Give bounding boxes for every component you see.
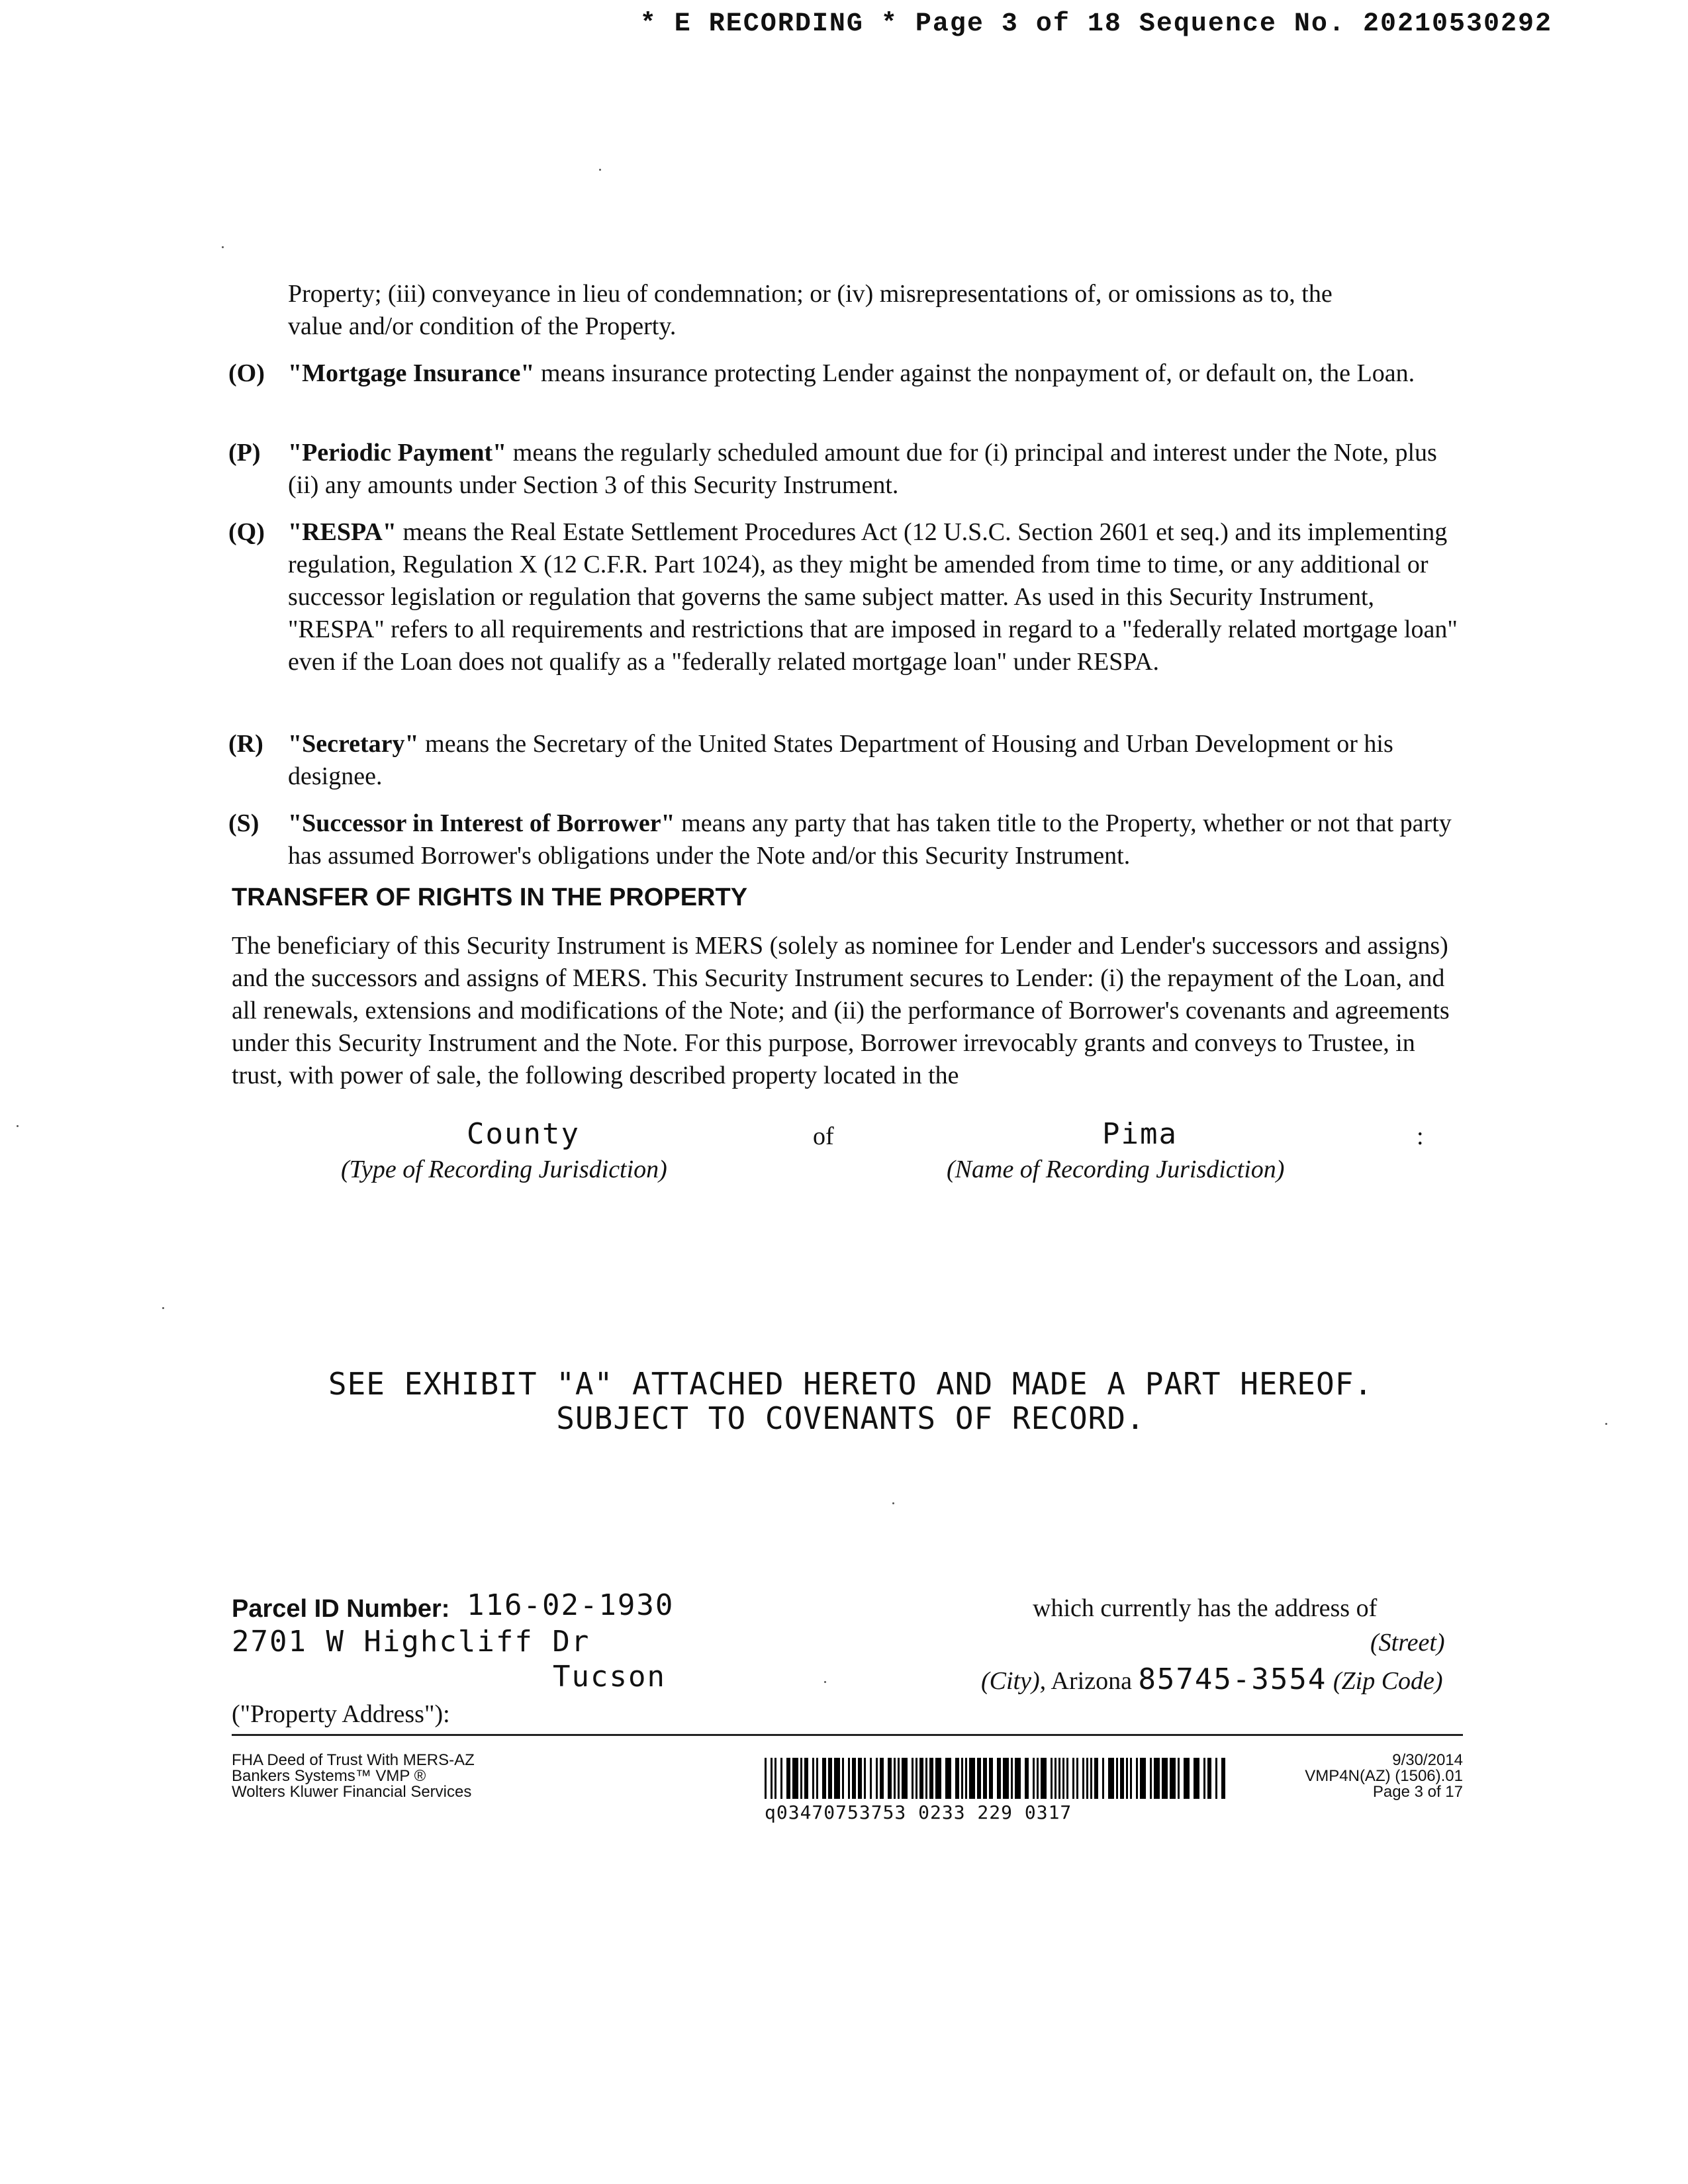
barcode-bar [858,1758,862,1799]
city-caption: (City), [981,1667,1047,1695]
form-title: FHA Deed of Trust With MERS-AZ [232,1751,475,1769]
barcode-number: q03470753753 0233 229 0317 [765,1801,1072,1823]
barcode-bar [888,1758,892,1799]
barcode-bar [1011,1758,1013,1799]
barcode-bar [997,1758,1001,1799]
footer-left [232,1752,475,1800]
barcode-bar [955,1758,959,1799]
barcode-bar [880,1758,884,1799]
street-value: 2701 W Highcliff Dr [232,1625,590,1659]
definition-term: "Successor in Interest of Borrower" [288,809,675,837]
barcode-bar [1154,1758,1160,1799]
definition-q [228,516,1460,715]
zip-caption: (Zip Code) [1333,1667,1443,1695]
barcode-bar [1162,1758,1168,1799]
property-address-label: ("Property Address"): [232,1700,450,1728]
barcode-bar [1116,1758,1118,1799]
barcode-bar [1102,1758,1104,1799]
barcode-bar [1076,1758,1078,1799]
barcode-bar [1003,1758,1009,1799]
parcel-id-label: Parcel ID Number: [232,1595,450,1623]
barcode-bar [929,1758,933,1799]
definition-letter: (Q) [228,518,265,546]
barcode-bar [1033,1758,1035,1799]
barcode-bar [1082,1758,1084,1799]
barcode-bar [902,1758,908,1799]
zip-value: 85745-3554 [1138,1662,1327,1696]
barcode-bar [969,1758,975,1799]
definition-term: "RESPA" [288,518,397,546]
barcode-bar [1037,1758,1039,1799]
barcode-bar [848,1758,850,1799]
definition-r [228,728,1460,794]
barcode-bar [771,1758,773,1799]
definition-letter: (R) [228,730,263,758]
definition-s [228,807,1460,874]
barcode-bar [898,1758,900,1799]
parcel-id-number: 116-02-1930 [467,1588,675,1622]
definition-o [228,357,1460,424]
form-code: VMP4N(AZ) (1506).01 [1305,1767,1463,1785]
transfer-paragraph: The beneficiary of this Security Instrument is MERS (solely as nominee for Lender and Lender's successors and assigns) and the successors and assigns of MERS. This Security Instrument secures to Lender: (i) the repayment of the Loan, and all renewals, extensions and modifications of the Note; and (ii) the performance of Borrower's covenants and agreements under this Security Instrument and the Note. For this purpose, Borrower irrevocably grants and conveys to Trustee, in trust, with power of sale, the following described property located in the [232,932,1450,1089]
barcode-bar [876,1758,878,1799]
barcode-bar [1015,1758,1021,1799]
scan-speck [222,246,224,248]
street-caption: (Street) [1370,1629,1445,1657]
form-date: 9/30/2014 [1392,1751,1463,1769]
barcode-bar [1051,1758,1053,1799]
barcode-bar [786,1758,790,1799]
barcode-bar [822,1758,826,1799]
barcode-bar [864,1758,866,1799]
intro-paragraph [288,278,1466,343]
publisher-company: Wolters Kluwer Financial Services [232,1783,472,1801]
address-intro: which currently has the address of [1033,1594,1378,1622]
barcode-bar [800,1758,802,1799]
definition-term: "Periodic Payment" [288,439,507,467]
barcode-bar [1170,1758,1176,1799]
barcode-bar [961,1758,963,1799]
barcode-bar [834,1758,840,1799]
barcode-bar [1086,1758,1088,1799]
definition-term: "Mortgage Insurance" [288,359,535,387]
barcode-bar [1178,1758,1180,1799]
intro-line-2: value and/or condition of the Property. [288,312,677,340]
barcode-bar [925,1758,927,1799]
jurisdiction-name-caption: (Name of Recording Jurisdiction) [947,1156,1285,1183]
barcode-bar [915,1758,917,1799]
barcode-bar [1090,1758,1092,1799]
barcode-bar [1150,1758,1152,1799]
jurisdiction-name-value: Pima [1102,1117,1178,1151]
barcode-bar [792,1758,798,1799]
barcode-bar [1120,1758,1124,1799]
definition-text: means insurance protecting Lender against the nonpayment of, or default on, the Loan. [534,359,1415,387]
barcode-bar [804,1758,808,1799]
barcode-bar [989,1758,993,1799]
definition-letter: (S) [228,809,259,837]
barcode-bar [1136,1758,1138,1799]
scan-speck [162,1307,164,1309]
exhibit-line-2: SUBJECT TO COVENANTS OF RECORD. [556,1400,1145,1436]
of-word: of [813,1122,834,1150]
barcode-bar [1094,1758,1098,1799]
barcode-bar [919,1758,923,1799]
scan-speck [824,1681,826,1683]
barcode-bar [945,1758,951,1799]
barcode-bar [842,1758,844,1799]
barcode-bar [765,1758,767,1799]
definition-text: means the Real Estate Settlement Procedures Act (12 U.S.C. Section 2601 et seq.) and its implementing regulation, Regulation X (12 C.F.R. Part 1024), as they might be amended from time to time, or any additional or successor legislation or regulation that governs the same subject matter. As used in this Security Instrument, "RESPA" refers to all requirements and restrictions that are imposed in regard to a "federally related mortgage loan" even if the Loan does not qualify as a "federally related mortgage loan" under RESPA. [288,518,1458,676]
barcode-bar [812,1758,814,1799]
barcode-bar [1140,1758,1146,1799]
barcode-bar [780,1758,782,1799]
city-state-zip-line [981,1662,1443,1696]
barcode-bar [1126,1758,1128,1799]
colon-mark: : [1417,1122,1424,1150]
section-title: TRANSFER OF RIGHTS IN THE PROPERTY [232,884,748,911]
city-value: Tucson [553,1660,666,1694]
barcode-bar [1215,1758,1217,1799]
barcode-bar [1184,1758,1190,1799]
barcode-bar [912,1758,914,1799]
definition-term: "Secretary" [288,730,419,758]
state-value: Arizona [1051,1667,1132,1695]
recording-header: * E RECORDING * Page 3 of 18 Sequence No. 20210530292 [639,9,1552,39]
barcode-bar [1025,1758,1029,1799]
scan-speck [599,169,601,171]
footer-right [1305,1752,1463,1800]
exhibit-block [0,1367,1688,1435]
barcode-bar [1207,1758,1211,1799]
scan-speck [892,1502,894,1504]
definition-text: means the Secretary of the United States Department of Housing and Urban Development or his designee. [288,730,1393,790]
definition-p [228,437,1460,503]
intro-line-1: Property; (iii) conveyance in lieu of condemnation; or (iv) misrepresentations of, or omissions as to, the [288,280,1333,308]
barcode-bar [1041,1758,1047,1799]
barcode-bar [1058,1758,1060,1799]
publisher-line: Bankers Systems™ VMP ® [232,1767,426,1785]
barcode-bar [816,1758,818,1799]
scan-speck [1605,1423,1607,1425]
barcode-bar [1108,1758,1114,1799]
barcode-bar [894,1758,896,1799]
definition-letter: (P) [228,439,261,467]
form-page: Page 3 of 17 [1372,1783,1463,1801]
definition-text: means the regularly scheduled amount due for (i) principal and interest under the Note, plus (ii) any amounts under Section 3 of this Security Instrument. [288,439,1437,499]
exhibit-line-1: SEE EXHIBIT "A" ATTACHED HERETO AND MADE A PART HEREOF. [328,1366,1374,1402]
jurisdiction-type-value: County [467,1117,580,1151]
definition-text: means any party that has taken title to the Property, whether or not that party has assumed Borrower's obligations under the Note and/or this Security Instrument. [288,809,1452,870]
barcode-bar [977,1758,981,1799]
barcode-bar [852,1758,856,1799]
barcode-bar [870,1758,872,1799]
barcode-bar [1066,1758,1068,1799]
jurisdiction-type-caption: (Type of Recording Jurisdiction) [341,1156,667,1183]
barcode-bar [1194,1758,1199,1799]
barcode-bar [1062,1758,1064,1799]
barcode-bar [1130,1758,1132,1799]
barcode-bar [1221,1758,1225,1799]
scan-speck [17,1125,19,1127]
barcode-image [765,1758,1228,1799]
barcode-bar [828,1758,832,1799]
barcode-bar [1203,1758,1205,1799]
footer-divider [232,1734,1463,1736]
barcode-bar [774,1758,776,1799]
barcode-bar [965,1758,967,1799]
barcode-bar [1072,1758,1074,1799]
definition-letter: (O) [228,359,265,387]
barcode-bar [935,1758,941,1799]
barcode-bar [1055,1758,1056,1799]
barcode-bar [983,1758,987,1799]
